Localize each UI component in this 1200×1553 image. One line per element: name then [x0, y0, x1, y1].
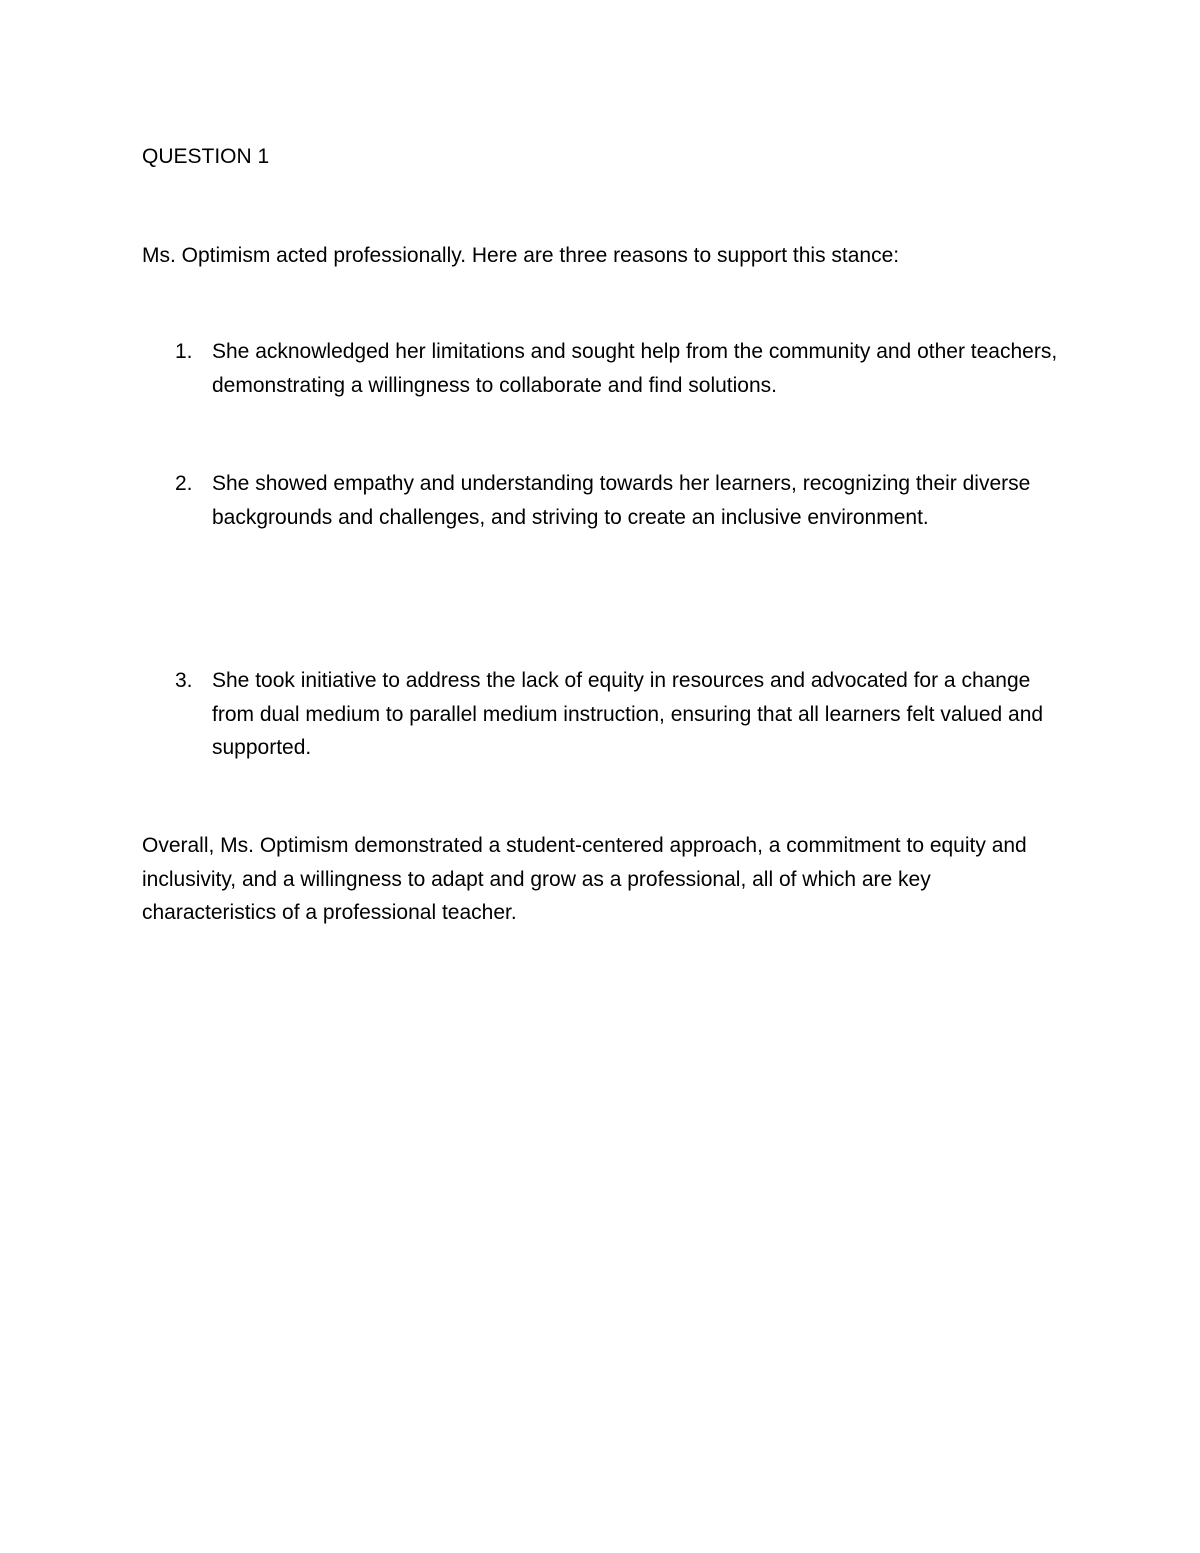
reason-number: 1. [175, 340, 193, 363]
reason-text: She showed empathy and understanding towards her learners, recognizing their diverse backgrounds and challenges, and striving to create an inclusive environment. [212, 472, 1031, 529]
reason-item-2 [142, 467, 1082, 534]
reason-item-1 [142, 335, 1082, 402]
reason-number: 3. [175, 669, 193, 692]
closing-paragraph: Overall, Ms. Optimism demonstrated a student-centered approach, a commitment to equity and inclusivity, and a willingness to adapt and grow as a professional, all of which are key characteristics of a professional teacher. [142, 834, 1027, 924]
question-heading: QUESTION 1 [142, 145, 270, 168]
reason-number: 2. [175, 472, 193, 495]
reason-text: She acknowledged her limitations and sought help from the community and other teachers, demonstrating a willingness to collaborate and find solutions. [212, 340, 1058, 397]
reason-text: She took initiative to address the lack of equity in resources and advocated for a change from dual medium to parallel medium instruction, ensuring that all learners felt valued and supported. [212, 669, 1044, 759]
reason-item-3 [142, 664, 1082, 765]
intro-paragraph: Ms. Optimism acted professionally. Here are three reasons to support this stance: [142, 244, 900, 267]
